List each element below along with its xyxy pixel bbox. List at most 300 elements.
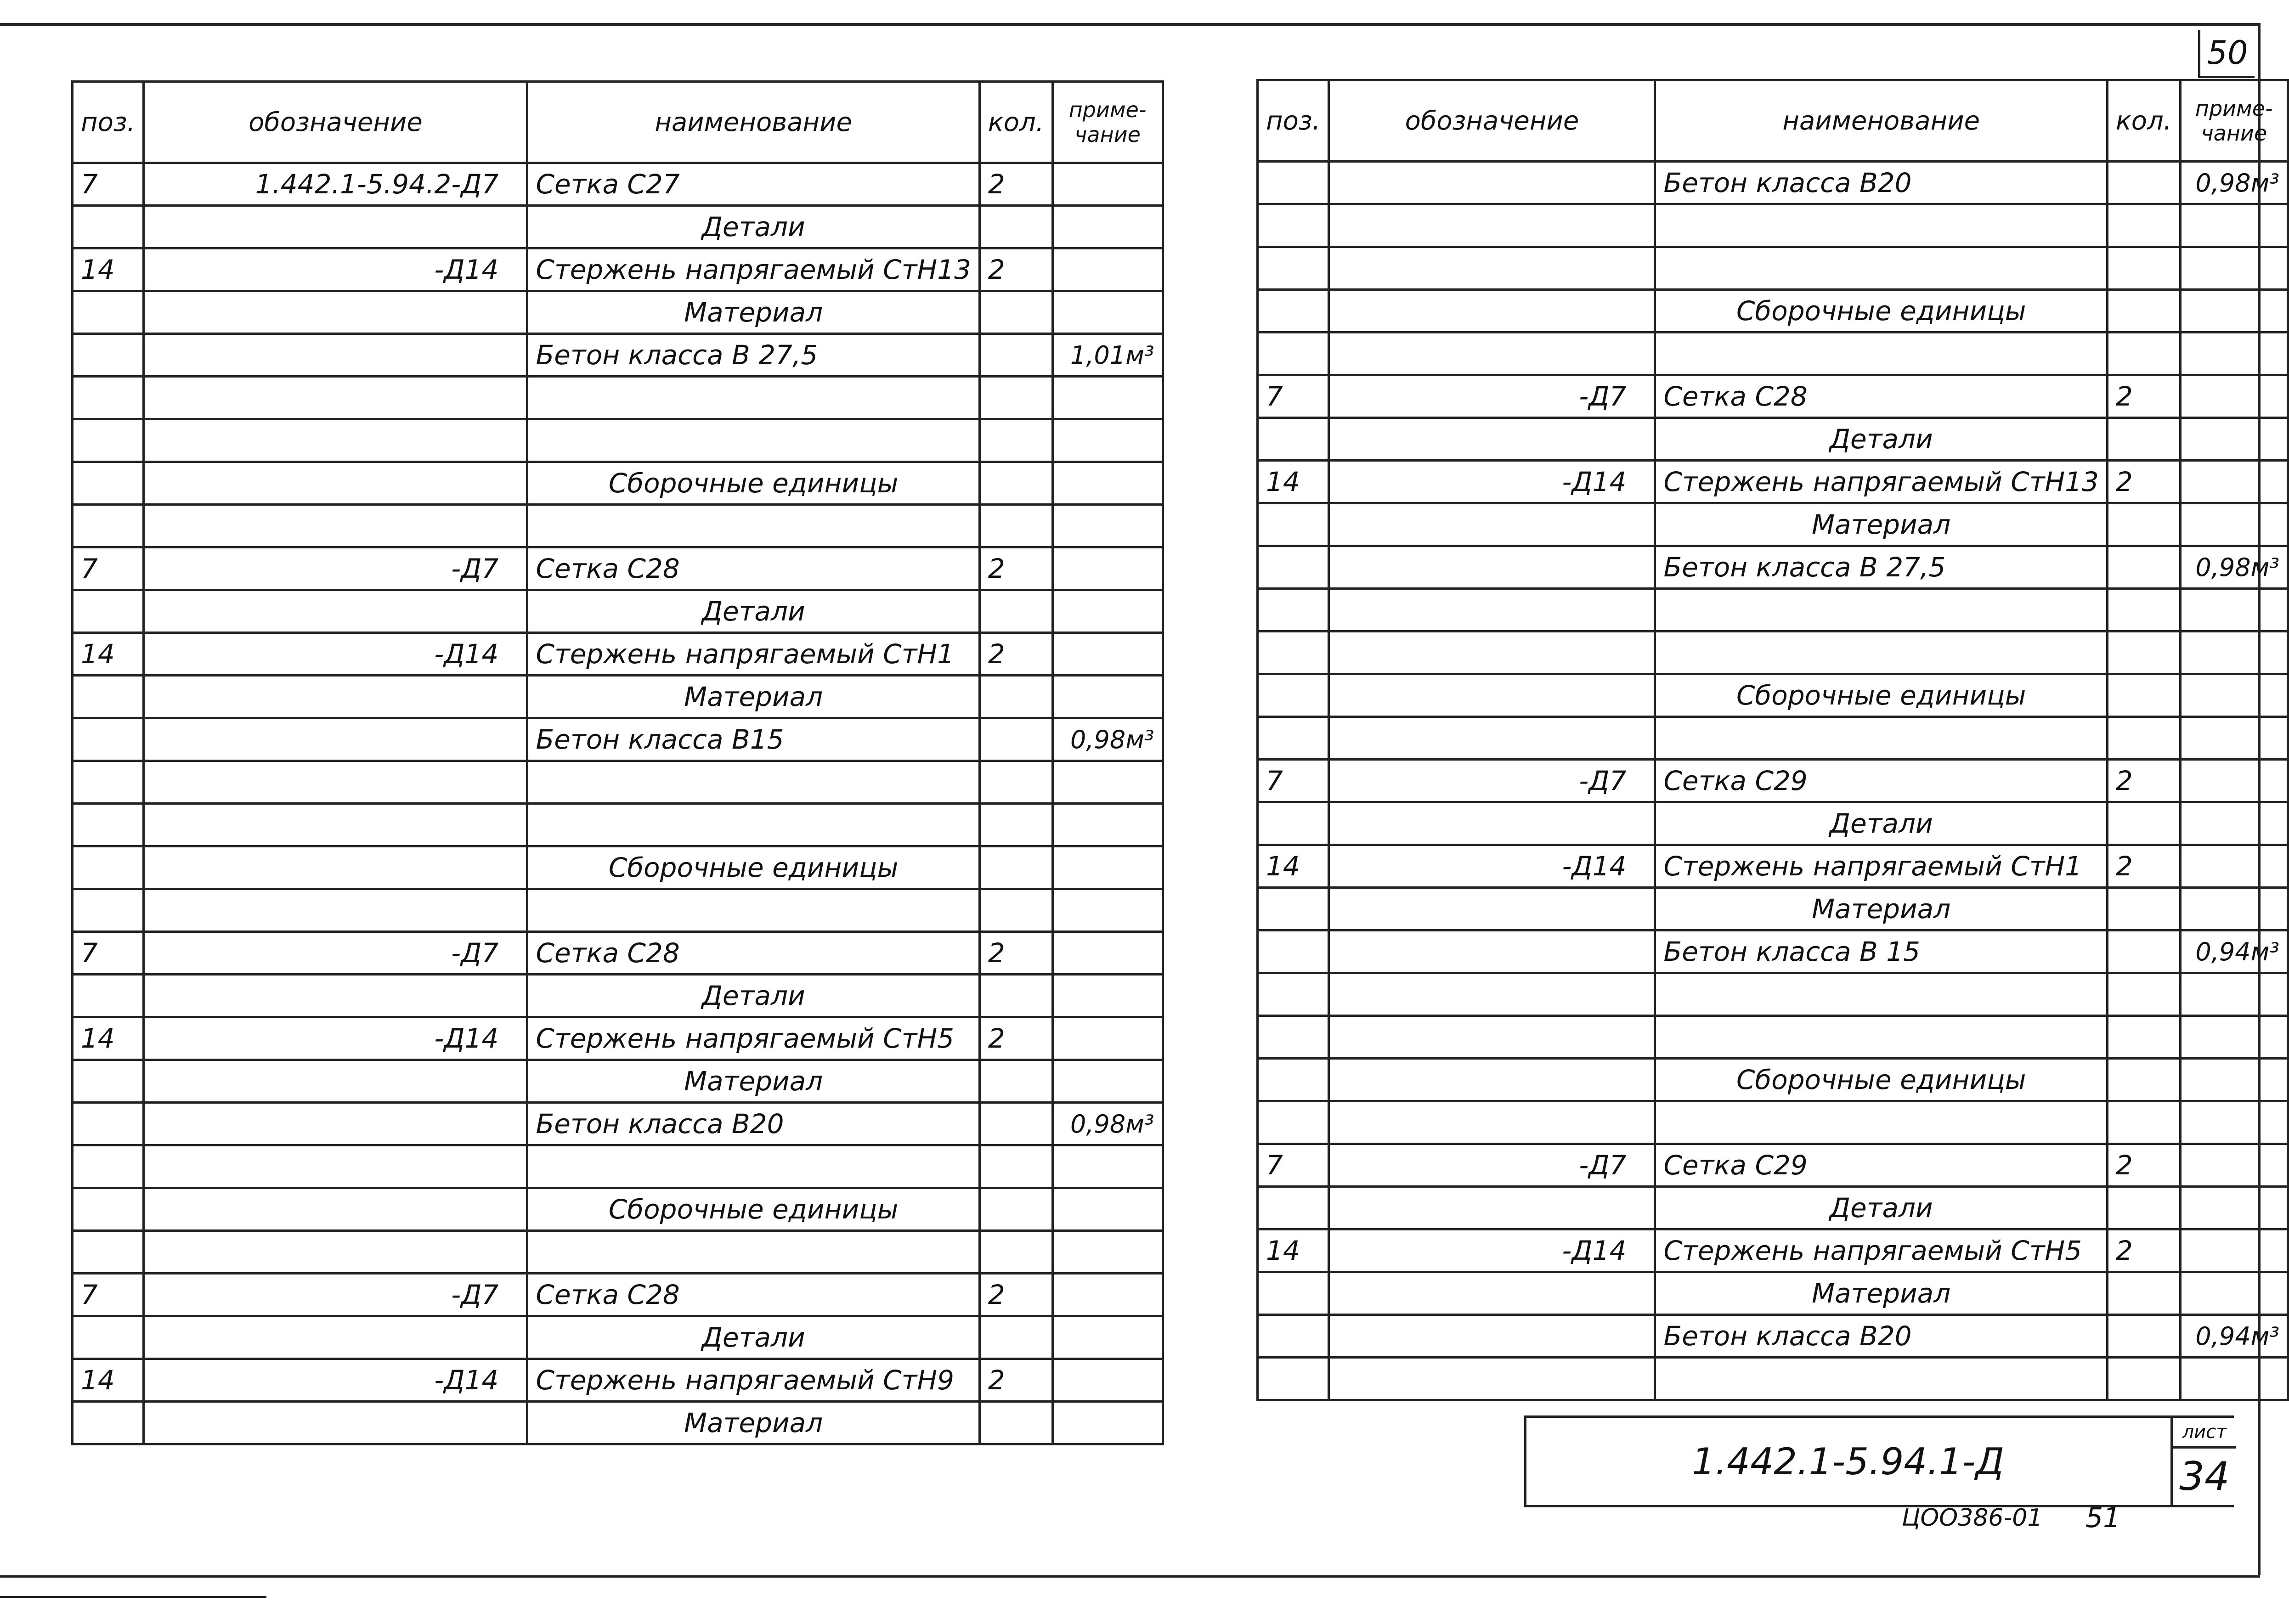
cell-designation	[1329, 589, 1655, 632]
cell-qty	[2107, 290, 2180, 333]
cell-designation	[1329, 1358, 1655, 1400]
cell-qty	[2107, 1059, 2180, 1101]
table-row	[73, 248, 1163, 291]
cell-name: Сборочные единицы	[527, 1188, 979, 1231]
cell-qty	[979, 1316, 1052, 1359]
cell-name: Стержень напрягаемый СтН1	[527, 633, 979, 676]
table-row	[73, 291, 1163, 334]
cell-designation	[144, 505, 527, 547]
table-row	[1258, 162, 2288, 204]
cell-name	[527, 804, 979, 846]
cell-qty	[979, 804, 1052, 846]
table-row	[1258, 1059, 2288, 1101]
cell-note	[2180, 1187, 2288, 1229]
cell-pos	[73, 718, 144, 761]
footer-number: 51	[2086, 1502, 2121, 1534]
cell-designation	[1329, 802, 1655, 845]
cell-qty	[979, 462, 1052, 505]
table-row	[1258, 1101, 2288, 1144]
cell-qty	[2107, 1016, 2180, 1059]
cell-pos	[73, 1060, 144, 1103]
cell-designation	[144, 334, 527, 377]
table-row	[1258, 1272, 2288, 1315]
cell-qty	[979, 1103, 1052, 1145]
page-number: 50	[2198, 30, 2255, 78]
cell-name: Материал	[1655, 888, 2107, 930]
cell-name: Детали	[1655, 418, 2107, 461]
cell-name: Бетон класса В20	[1655, 1315, 2107, 1358]
cell-designation	[1329, 1315, 1655, 1358]
cell-pos: 14	[73, 248, 144, 291]
cell-qty: 2	[979, 1017, 1052, 1060]
cell-note	[1052, 932, 1163, 975]
footer-archive-code: ЦОО386-01	[1902, 1504, 2043, 1532]
cell-note	[2180, 973, 2288, 1016]
cell-designation: -Д14	[144, 248, 527, 291]
cell-name	[1655, 204, 2107, 247]
cell-name: Сетка С29	[1655, 1144, 2107, 1187]
cell-designation	[1329, 1016, 1655, 1059]
table-row	[73, 1359, 1163, 1402]
cell-name: Стержень напрягаемый СтН5	[1655, 1229, 2107, 1272]
cell-note	[1052, 804, 1163, 846]
cell-pos	[1258, 247, 1329, 290]
cell-note	[2180, 674, 2288, 717]
cell-name	[527, 761, 979, 804]
cell-note	[2180, 461, 2288, 503]
cell-qty	[2107, 802, 2180, 845]
cell-name	[1655, 1101, 2107, 1144]
cell-designation: -Д14	[1329, 845, 1655, 888]
cell-pos	[73, 1402, 144, 1444]
cell-name: Сборочные единицы	[1655, 1059, 2107, 1101]
cell-qty: 2	[979, 932, 1052, 975]
cell-pos	[1258, 1101, 1329, 1144]
cell-pos: 14	[73, 633, 144, 676]
cell-pos	[1258, 204, 1329, 247]
cell-designation	[144, 1402, 527, 1444]
table-row	[73, 1231, 1163, 1274]
cell-name	[1655, 247, 2107, 290]
cell-designation	[144, 1316, 527, 1359]
cell-name: Детали	[527, 206, 979, 248]
cell-pos	[1258, 546, 1329, 589]
cell-qty	[2107, 717, 2180, 760]
table-row	[1258, 503, 2288, 546]
table-row	[73, 1316, 1163, 1359]
cell-pos	[73, 377, 144, 419]
cell-pos: 7	[1258, 1144, 1329, 1187]
cell-pos: 14	[1258, 845, 1329, 888]
cell-note	[2180, 845, 2288, 888]
cell-qty: 2	[2107, 1229, 2180, 1272]
cell-pos	[1258, 1059, 1329, 1101]
cell-name: Материал	[1655, 1272, 2107, 1315]
cell-note	[1052, 1060, 1163, 1103]
cell-name: Детали	[1655, 1187, 2107, 1229]
cell-designation	[144, 889, 527, 932]
cell-note: 0,98м³	[1052, 718, 1163, 761]
cell-name: Стержень напрягаемый СтН9	[527, 1359, 979, 1402]
cell-note	[2180, 375, 2288, 418]
document-code: 1.442.1-5.94.1-Д	[1691, 1440, 2005, 1483]
cell-designation	[144, 804, 527, 846]
cell-designation: -Д14	[1329, 1229, 1655, 1272]
cell-qty	[2107, 930, 2180, 973]
spec-table-left	[71, 80, 1164, 1445]
cell-designation: -Д7	[144, 1274, 527, 1316]
cell-qty	[979, 846, 1052, 889]
cell-designation	[144, 975, 527, 1017]
table-row	[73, 419, 1163, 462]
cell-designation	[1329, 204, 1655, 247]
table-row	[73, 889, 1163, 932]
cell-designation	[1329, 888, 1655, 930]
cell-note	[1052, 505, 1163, 547]
cell-pos	[73, 889, 144, 932]
cell-designation	[1329, 1272, 1655, 1315]
cell-note	[1052, 889, 1163, 932]
cell-name: Сборочные единицы	[527, 846, 979, 889]
cell-qty	[979, 718, 1052, 761]
table-row	[73, 1402, 1163, 1444]
cell-designation	[1329, 1187, 1655, 1229]
cell-note: 0,94м³	[2180, 1315, 2288, 1358]
cell-designation	[144, 676, 527, 718]
cell-qty	[979, 676, 1052, 718]
cell-pos	[73, 334, 144, 377]
cell-name: Стержень напрягаемый СтН1	[1655, 845, 2107, 888]
cell-qty	[979, 206, 1052, 248]
table-row	[1258, 1358, 2288, 1400]
cell-qty: 2	[979, 248, 1052, 291]
cell-name: Материал	[527, 291, 979, 334]
frame-top-line	[0, 23, 2260, 26]
table-row	[73, 1274, 1163, 1316]
cell-qty	[979, 975, 1052, 1017]
cell-qty: 2	[979, 547, 1052, 590]
cell-qty	[979, 1060, 1052, 1103]
header-qty: кол.	[2107, 80, 2180, 162]
cell-name	[527, 1145, 979, 1188]
cell-designation: -Д7	[1329, 375, 1655, 418]
cell-pos	[1258, 674, 1329, 717]
cell-pos	[1258, 1315, 1329, 1358]
cell-qty	[979, 505, 1052, 547]
cell-pos	[1258, 162, 1329, 204]
cell-pos	[73, 419, 144, 462]
header-note: приме- чание	[2180, 80, 2288, 162]
cell-pos	[73, 1316, 144, 1359]
cell-designation	[1329, 503, 1655, 546]
cell-name: Детали	[527, 590, 979, 633]
cell-pos: 7	[73, 547, 144, 590]
table-row	[1258, 1144, 2288, 1187]
table-row	[1258, 632, 2288, 674]
cell-pos: 14	[1258, 1229, 1329, 1272]
cell-qty	[2107, 1272, 2180, 1315]
cell-note	[2180, 1101, 2288, 1144]
frame-bottom-line	[0, 1575, 2260, 1578]
cell-note	[1052, 633, 1163, 676]
cell-qty	[2107, 1358, 2180, 1400]
table-header-row	[73, 82, 1163, 163]
cell-name: Детали	[1655, 802, 2107, 845]
table-row	[1258, 1016, 2288, 1059]
cell-note	[1052, 590, 1163, 633]
table-row	[1258, 589, 2288, 632]
cell-name	[527, 377, 979, 419]
cell-name	[1655, 1358, 2107, 1400]
cell-designation	[1329, 546, 1655, 589]
cell-designation	[144, 761, 527, 804]
cell-name	[527, 419, 979, 462]
table-row	[1258, 247, 2288, 290]
table-row	[73, 206, 1163, 248]
table-row	[73, 1103, 1163, 1145]
cell-designation: -Д7	[144, 932, 527, 975]
cell-name: Материал	[527, 676, 979, 718]
cell-designation	[1329, 247, 1655, 290]
table-row	[73, 932, 1163, 975]
table-row	[1258, 461, 2288, 503]
cell-note	[1052, 248, 1163, 291]
cell-pos	[1258, 503, 1329, 546]
cell-qty: 2	[2107, 1144, 2180, 1187]
table-row	[73, 846, 1163, 889]
cell-qty	[2107, 1187, 2180, 1229]
cell-pos	[73, 804, 144, 846]
cell-qty: 2	[979, 633, 1052, 676]
cell-note	[2180, 503, 2288, 546]
table-row	[1258, 888, 2288, 930]
cell-qty	[2107, 418, 2180, 461]
cell-qty	[979, 590, 1052, 633]
cell-qty: 2	[2107, 845, 2180, 888]
cell-note	[1052, 676, 1163, 718]
cell-pos	[1258, 333, 1329, 375]
cell-designation	[144, 206, 527, 248]
table-row	[73, 377, 1163, 419]
cell-qty	[2107, 1315, 2180, 1358]
cell-name: Сетка С27	[527, 163, 979, 206]
cell-pos	[73, 1231, 144, 1274]
cell-qty	[2107, 247, 2180, 290]
cell-note	[1052, 462, 1163, 505]
cell-name	[1655, 589, 2107, 632]
table-row	[1258, 375, 2288, 418]
cell-name	[1655, 333, 2107, 375]
cell-pos	[1258, 973, 1329, 1016]
table-row	[73, 718, 1163, 761]
cell-qty	[2107, 162, 2180, 204]
cell-pos: 14	[1258, 461, 1329, 503]
cell-name: Сетка С28	[527, 547, 979, 590]
cell-name	[1655, 1016, 2107, 1059]
cell-designation: -Д14	[144, 633, 527, 676]
cell-designation	[1329, 418, 1655, 461]
table-row	[1258, 290, 2288, 333]
cell-note	[1052, 163, 1163, 206]
table-row	[1258, 204, 2288, 247]
cell-note	[2180, 333, 2288, 375]
header-designation: обозначение	[1329, 80, 1655, 162]
cell-designation	[144, 419, 527, 462]
cell-name: Бетон класса В15	[527, 718, 979, 761]
table-row	[1258, 717, 2288, 760]
table-row	[1258, 333, 2288, 375]
cell-qty: 2	[2107, 760, 2180, 802]
table-row	[1258, 1187, 2288, 1229]
cell-pos	[73, 1103, 144, 1145]
cell-note	[2180, 589, 2288, 632]
cell-qty	[979, 761, 1052, 804]
cell-note: 0,98м³	[2180, 162, 2288, 204]
sheet-number: 34	[2179, 1454, 2230, 1500]
cell-designation	[1329, 674, 1655, 717]
table-row	[73, 1145, 1163, 1188]
cell-pos	[1258, 1016, 1329, 1059]
cell-name: Сборочные единицы	[1655, 674, 2107, 717]
cell-name: Сетка С28	[527, 1274, 979, 1316]
cell-qty	[2107, 503, 2180, 546]
cell-qty: 2	[2107, 461, 2180, 503]
header-pos: поз.	[73, 82, 144, 163]
cell-name	[1655, 973, 2107, 1016]
cell-name: Стержень напрягаемый СтН5	[527, 1017, 979, 1060]
cell-designation: 1.442.1-5.94.2-Д7	[144, 163, 527, 206]
table-row	[73, 547, 1163, 590]
cell-note	[2180, 1272, 2288, 1315]
cell-pos	[1258, 589, 1329, 632]
cell-qty	[979, 419, 1052, 462]
cell-name: Детали	[527, 975, 979, 1017]
cell-designation: -Д14	[144, 1017, 527, 1060]
cell-note	[2180, 717, 2288, 760]
cell-qty	[2107, 333, 2180, 375]
cell-designation: -Д14	[144, 1359, 527, 1402]
table-row	[1258, 1229, 2288, 1272]
cell-qty	[979, 291, 1052, 334]
cell-pos: 14	[73, 1359, 144, 1402]
cell-pos	[1258, 1272, 1329, 1315]
table-row	[1258, 760, 2288, 802]
cell-qty	[2107, 546, 2180, 589]
cell-designation	[1329, 290, 1655, 333]
cell-designation: -Д14	[1329, 461, 1655, 503]
cell-designation	[144, 462, 527, 505]
table-row	[73, 590, 1163, 633]
cell-designation	[1329, 930, 1655, 973]
cell-pos	[1258, 418, 1329, 461]
cell-designation	[144, 1188, 527, 1231]
table-row	[73, 761, 1163, 804]
cell-pos	[73, 846, 144, 889]
cell-designation	[144, 291, 527, 334]
cell-designation: -Д7	[1329, 760, 1655, 802]
table-row	[73, 505, 1163, 547]
cell-name	[527, 505, 979, 547]
cell-pos: 7	[1258, 375, 1329, 418]
cell-name	[527, 1231, 979, 1274]
cell-designation	[1329, 717, 1655, 760]
table-row	[1258, 418, 2288, 461]
cell-qty	[979, 1402, 1052, 1444]
cell-pos	[73, 676, 144, 718]
cell-qty	[2107, 888, 2180, 930]
cell-pos	[1258, 802, 1329, 845]
cell-name: Сетка С28	[527, 932, 979, 975]
sheet-cell	[2170, 1418, 2236, 1505]
table-row	[1258, 930, 2288, 973]
table-row	[73, 1017, 1163, 1060]
frame-bottom-line-short	[0, 1596, 266, 1598]
cell-pos	[73, 462, 144, 505]
cell-pos: 7	[1258, 760, 1329, 802]
cell-designation	[144, 846, 527, 889]
cell-designation	[144, 1103, 527, 1145]
cell-qty: 2	[2107, 375, 2180, 418]
cell-note	[1052, 1231, 1163, 1274]
cell-note	[2180, 888, 2288, 930]
cell-note	[2180, 1059, 2288, 1101]
cell-note	[1052, 1188, 1163, 1231]
table-row	[1258, 973, 2288, 1016]
table-row	[73, 1188, 1163, 1231]
cell-designation	[1329, 973, 1655, 1016]
cell-designation	[1329, 632, 1655, 674]
cell-qty: 2	[979, 1274, 1052, 1316]
cell-designation	[144, 1060, 527, 1103]
cell-pos	[1258, 717, 1329, 760]
table-row	[73, 975, 1163, 1017]
table-row	[73, 676, 1163, 718]
cell-name: Материал	[527, 1402, 979, 1444]
cell-pos: 7	[73, 1274, 144, 1316]
cell-pos: 7	[73, 932, 144, 975]
cell-note	[1052, 761, 1163, 804]
cell-name	[527, 889, 979, 932]
cell-qty: 2	[979, 163, 1052, 206]
cell-qty	[979, 334, 1052, 377]
cell-qty	[979, 377, 1052, 419]
cell-qty	[979, 1145, 1052, 1188]
cell-qty	[2107, 589, 2180, 632]
cell-pos: 14	[73, 1017, 144, 1060]
cell-name: Материал	[527, 1060, 979, 1103]
cell-note	[2180, 1358, 2288, 1400]
header-name: наименование	[527, 82, 979, 163]
cell-pos	[1258, 888, 1329, 930]
table-row	[73, 163, 1163, 206]
cell-designation	[144, 718, 527, 761]
cell-pos	[73, 761, 144, 804]
cell-qty	[979, 1231, 1052, 1274]
cell-pos: 7	[73, 163, 144, 206]
sheet-label: лист	[2173, 1418, 2236, 1449]
cell-note	[1052, 377, 1163, 419]
cell-pos	[73, 1188, 144, 1231]
cell-name: Сборочные единицы	[1655, 290, 2107, 333]
cell-name: Сетка С28	[1655, 375, 2107, 418]
cell-note	[2180, 418, 2288, 461]
cell-name: Бетон класса В20	[1655, 162, 2107, 204]
table-row	[73, 1060, 1163, 1103]
cell-note	[1052, 975, 1163, 1017]
cell-designation	[144, 590, 527, 633]
cell-qty	[2107, 973, 2180, 1016]
cell-note	[2180, 1016, 2288, 1059]
